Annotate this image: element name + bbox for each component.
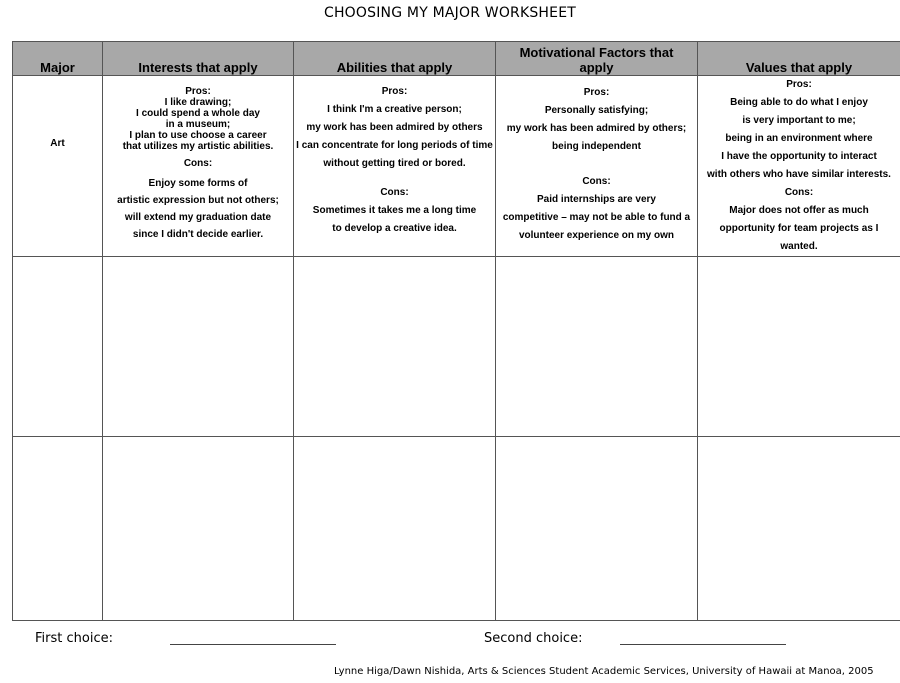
header-major: Major (13, 42, 103, 76)
abilities-pro: without getting tired or bored. (323, 158, 466, 169)
values-pro: is very important to me; (742, 115, 856, 126)
motivational-cell[interactable] (496, 76, 698, 257)
major-cell[interactable] (13, 76, 103, 257)
empty-abilities-cell[interactable] (294, 437, 496, 621)
empty-values-cell[interactable] (698, 437, 900, 621)
first-choice-field[interactable] (170, 644, 336, 645)
values-con: Major does not offer as much (729, 205, 869, 216)
values-pro: with others who have similar interests. (707, 169, 891, 180)
interests-cell[interactable] (103, 76, 294, 257)
values-pro: being in an environment where (725, 133, 873, 144)
empty-motivational-cell[interactable] (496, 257, 698, 437)
empty-values-cell[interactable] (698, 257, 900, 437)
worksheet-table (12, 41, 900, 621)
abilities-pros-heading: Pros: (381, 86, 408, 97)
abilities-con: Sometimes it takes me a long time (312, 205, 477, 216)
abilities-pro: my work has been admired by others (306, 122, 483, 133)
values-con: wanted. (780, 241, 818, 252)
abilities-cell[interactable] (294, 76, 496, 257)
values-con: opportunity for team projects as I (719, 223, 879, 234)
second-choice-field[interactable] (620, 644, 786, 645)
interests-pro: that utilizes my artistic abilities. (122, 141, 274, 152)
abilities-con: to develop a creative idea. (332, 223, 457, 234)
major-value: Art (50, 138, 65, 149)
first-choice-label: First choice: (35, 631, 113, 646)
interests-con: artistic expression but not others; (117, 195, 279, 206)
empty-abilities-cell[interactable] (294, 257, 496, 437)
empty-interests-cell[interactable] (103, 257, 294, 437)
motivational-pros-heading: Pros: (583, 87, 610, 98)
table-row (13, 437, 900, 621)
interests-pro: I could spend a whole day (136, 108, 260, 119)
values-pro: Being able to do what I enjoy (730, 97, 868, 108)
values-pros-heading: Pros: (786, 79, 812, 90)
motivational-pro: being independent (552, 141, 641, 152)
worksheet-title: CHOOSING MY MAJOR WORKSHEET (323, 5, 577, 21)
header-abilities: Abilities that apply (294, 42, 496, 76)
abilities-pro: I can concentrate for long periods of time (296, 140, 493, 151)
header-motivational (496, 42, 698, 76)
table-row (13, 257, 900, 437)
interests-pro: I like drawing; (164, 97, 232, 108)
header-motivational-text: Motivational Factors that apply (519, 45, 674, 75)
empty-motivational-cell[interactable] (496, 437, 698, 621)
motivational-con: Paid internships are very (537, 194, 656, 205)
interests-pro: in a museum; (165, 119, 231, 130)
abilities-pro: I think I'm a creative person; (327, 104, 462, 115)
empty-interests-cell[interactable] (103, 437, 294, 621)
header-values: Values that apply (698, 42, 900, 76)
values-pro: I have the opportunity to interact (721, 151, 877, 162)
empty-major-cell[interactable] (13, 437, 103, 621)
interests-con: Enjoy some forms of (148, 178, 248, 189)
interests-con: will extend my graduation date (124, 212, 272, 223)
credit-line: Lynne Higa/Dawn Nishida, Arts & Sciences Student Academic Services, University of Hawaii at Manoa, 2005 (334, 666, 874, 677)
table-row (13, 76, 900, 257)
interests-con: since I didn't decide earlier. (132, 229, 264, 240)
motivational-con: volunteer experience on my own (518, 230, 675, 241)
values-cell[interactable] (698, 76, 900, 257)
empty-major-cell[interactable] (13, 257, 103, 437)
interests-pros-heading: Pros: (185, 86, 211, 97)
abilities-cons-heading: Cons: (380, 187, 409, 198)
interests-cons-heading: Cons: (183, 158, 213, 169)
motivational-cons-heading: Cons: (582, 176, 611, 187)
motivational-con: competitive – may not be able to fund a (502, 212, 691, 223)
motivational-pro: Personally satisfying; (544, 105, 649, 116)
values-cons-heading: Cons: (784, 187, 814, 198)
interests-pro: I plan to use choose a career (129, 130, 267, 141)
second-choice-label: Second choice: (484, 631, 583, 646)
header-row (13, 42, 900, 76)
header-interests: Interests that apply (103, 42, 294, 76)
motivational-pro: my work has been admired by others; (506, 123, 687, 134)
